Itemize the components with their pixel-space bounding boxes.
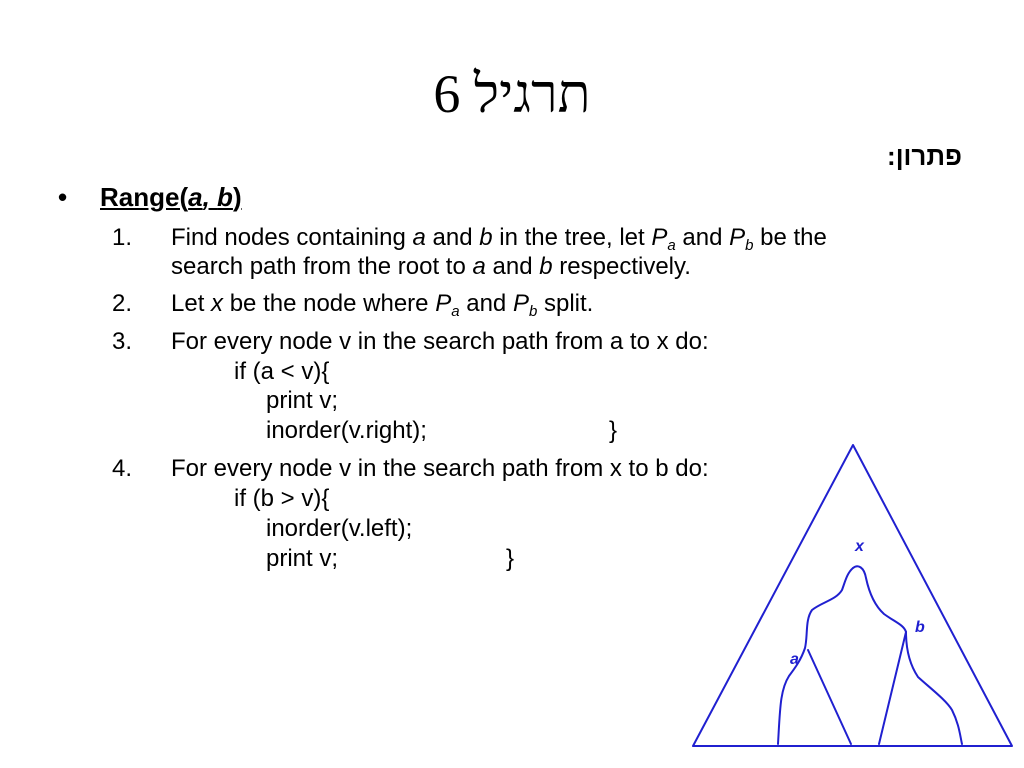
range-separator: , bbox=[202, 182, 218, 212]
bullet-marker: • bbox=[58, 182, 68, 212]
step-3-code-inorder: inorder(v.right); bbox=[266, 417, 427, 444]
step-4-code-print: print v; bbox=[266, 545, 339, 572]
step-3-code-print: print v; bbox=[266, 387, 339, 414]
search-path-to-b bbox=[906, 632, 962, 744]
step-3-code-close-brace: } bbox=[609, 417, 618, 444]
step-1-line-1: Find nodes containing a and b in the tree, let $P_a$ and $P_b$ be the bbox=[171, 224, 827, 254]
step-2-line-1: Let x be the node where $P_a$ and $P_b$ split. bbox=[171, 290, 594, 320]
step-4-number: 4. bbox=[112, 455, 133, 482]
step-1-number: 1. bbox=[112, 224, 133, 251]
node-label-x: x bbox=[855, 538, 864, 555]
search-path-root-to-split bbox=[853, 566, 906, 632]
range-close: ) bbox=[232, 182, 242, 212]
slide-title: תרגיל 6 bbox=[433, 64, 591, 124]
subtree-edge-a bbox=[808, 650, 851, 744]
step-4-code-inorder: inorder(v.left); bbox=[266, 515, 413, 542]
step-3-line-1: For every node v in the search path from a to x do: bbox=[171, 328, 709, 355]
step-3-code-if: if (a < v){ bbox=[234, 358, 330, 385]
step-3-number: 3. bbox=[112, 328, 133, 355]
tree-triangle bbox=[693, 445, 1012, 746]
solution-label: פתרון: bbox=[887, 141, 962, 171]
node-label-a: a bbox=[790, 651, 799, 668]
step-1-line-2: search path from the root to a and b respectively. bbox=[171, 253, 691, 280]
step-4-line-1: For every node v in the search path from x to b do: bbox=[171, 455, 709, 482]
step-2-number: 2. bbox=[112, 290, 133, 317]
step-4-code-close-brace: } bbox=[506, 545, 515, 572]
range-param-a: a bbox=[188, 182, 203, 212]
step-4-code-if: if (b > v){ bbox=[234, 485, 330, 512]
range-param-b: b bbox=[217, 182, 233, 212]
subtree-edge-b bbox=[879, 632, 906, 744]
range-name: Range( bbox=[100, 182, 189, 212]
node-label-b: b bbox=[915, 619, 925, 636]
